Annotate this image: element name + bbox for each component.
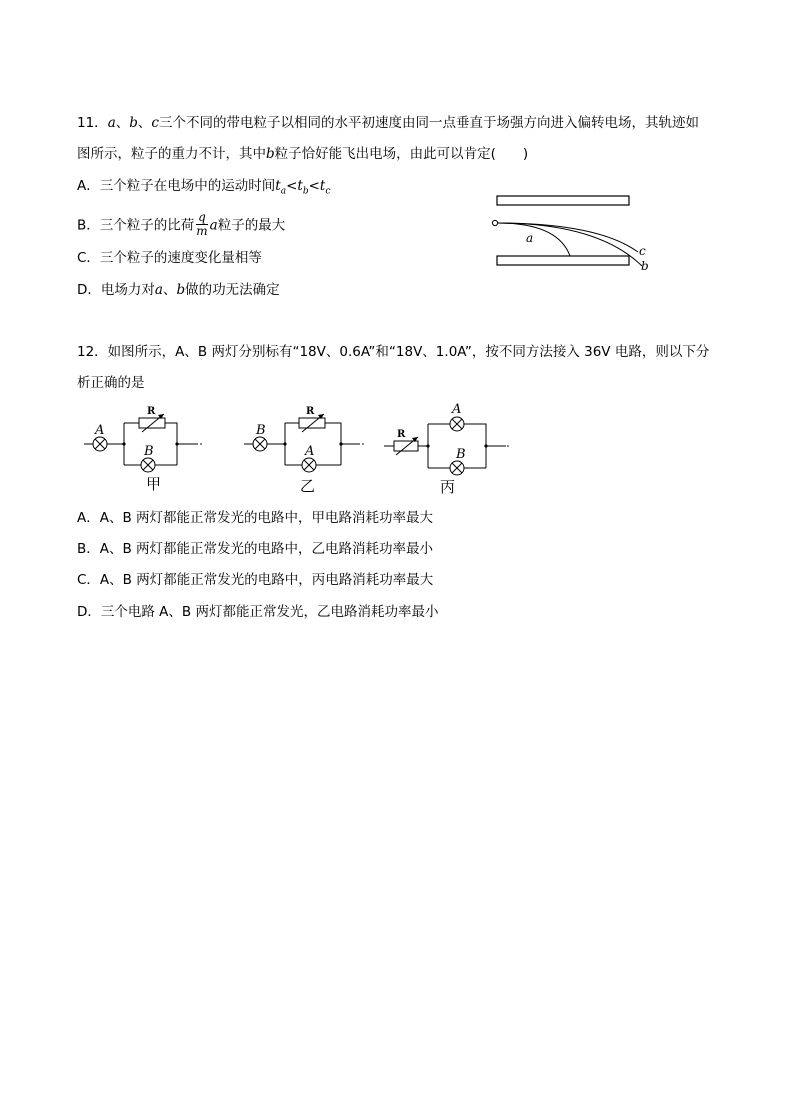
lamp-bottom-label: B <box>456 447 466 462</box>
q11-option-c[interactable]: C．三个粒子的速度变化量相等 <box>77 250 262 266</box>
q11-option-a[interactable]: A．三个粒子在电场中的运动时间$t_a<t_b<t_c$ <box>77 178 331 197</box>
label-b: b <box>641 259 649 273</box>
q11-stem-line1: 11．a、b、c三个不同的带电粒子以相同的水平初速度由同一点垂直于场强方向进入偏转电场，其轨迹如 <box>77 115 699 131</box>
circuit-jia <box>80 403 220 493</box>
deflection-field-figure <box>488 190 658 280</box>
charge-mass-fraction: $\frac{q}{m}$ <box>196 210 208 238</box>
q11-stem-line2: 图所示，粒子的重力不计，其中b粒子恰好能飞出电场，由此可以肯定( ) <box>77 146 529 162</box>
lamp-icon <box>450 461 464 475</box>
q11-option-b[interactable]: B．三个粒子的比荷 $\frac{q}{m}$ a粒子的最大 <box>77 210 286 238</box>
circuit-yi <box>240 403 380 493</box>
lamp-bottom-label: A <box>305 444 315 459</box>
resistor-label: R <box>306 406 315 417</box>
circuit-bing <box>382 400 522 495</box>
upper-plate <box>497 196 629 205</box>
q12-stem-line2: 析正确的是 <box>77 375 145 391</box>
lamp-icon <box>253 437 267 451</box>
label-c: c <box>639 244 646 258</box>
resistor-label: R <box>397 429 406 440</box>
q11-option-d[interactable]: D．电场力对a、b做的功无法确定 <box>77 282 280 298</box>
lamp-icon <box>302 458 316 472</box>
q12-option-a[interactable]: A．A、B 两灯都能正常发光的电路中，甲电路消耗功率最大 <box>77 510 434 526</box>
q12-option-b[interactable]: B．A、B 两灯都能正常发光的电路中，乙电路消耗功率最小 <box>77 541 434 557</box>
q12-option-c[interactable]: C．A、B 两灯都能正常发光的电路中，丙电路消耗功率最大 <box>77 572 434 588</box>
entry-point <box>492 220 497 225</box>
q12-stem-line1: 12．如图所示，A、B 两灯分别标有“18V、0.6A”和“18V、1.0A”，按不同方法接入 36V 电路，则以下分 <box>77 344 710 360</box>
lamp-top-label: B <box>256 423 266 438</box>
resistor-label: R <box>147 406 156 417</box>
circuit-caption: 丙 <box>440 478 456 496</box>
label-a: a <box>526 231 534 245</box>
circuit-caption: 乙 <box>300 477 316 495</box>
q12-option-d[interactable]: D．三个电路 A、B 两灯都能正常发光，乙电路消耗功率最小 <box>77 604 439 620</box>
circuit-caption: 甲 <box>146 475 162 493</box>
lamp-icon <box>93 437 107 451</box>
lamp-bottom-label: B <box>144 444 154 459</box>
lower-plate <box>497 256 629 265</box>
lamp-icon <box>450 417 464 431</box>
lamp-top-label: A <box>452 402 462 417</box>
lamp-icon <box>141 458 155 472</box>
lamp-top-label: A <box>95 423 105 438</box>
